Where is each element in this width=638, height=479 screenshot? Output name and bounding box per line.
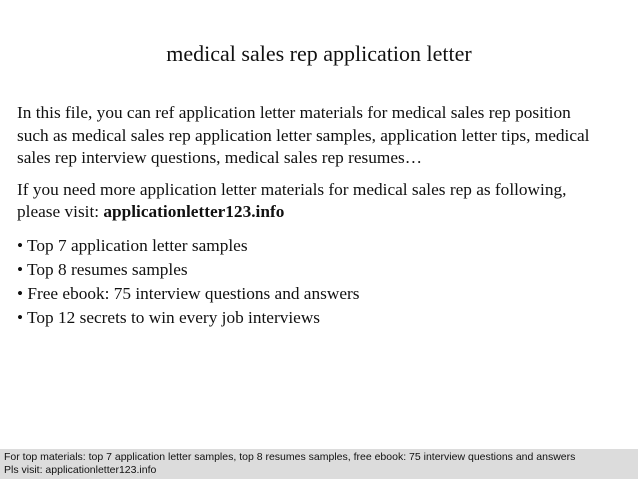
footer-line-materials: For top materials: top 7 application letter samples, top 8 resumes samples, free ebook: 75 interview questions and answers xyxy=(4,451,576,463)
list-item: • Top 8 resumes samples xyxy=(17,259,188,279)
intro-paragraph: In this file, you can ref application letter materials for medical sales rep position such as medical sales rep application letter samples, application letter tips, medical sales rep interview questions, medical sales rep resumes… xyxy=(17,103,590,167)
footer-line-visit: Pls visit: applicationletter123.info xyxy=(4,464,157,476)
website-link[interactable]: applicationletter123.info xyxy=(103,202,285,221)
more-info-paragraph xyxy=(17,179,627,224)
footer-bar xyxy=(0,449,638,479)
list-item: • Top 12 secrets to win every job interviews xyxy=(17,307,321,327)
list-item: • Top 7 application letter samples xyxy=(17,235,248,255)
slide-title: medical sales rep application letter xyxy=(166,41,472,66)
slide-body xyxy=(17,102,627,330)
more-info-text: If you need more application letter materials for medical sales rep as following, please visit: xyxy=(17,179,567,221)
list-item: • Free ebook: 75 interview questions and answers xyxy=(17,283,360,303)
bullet-list xyxy=(17,234,627,330)
